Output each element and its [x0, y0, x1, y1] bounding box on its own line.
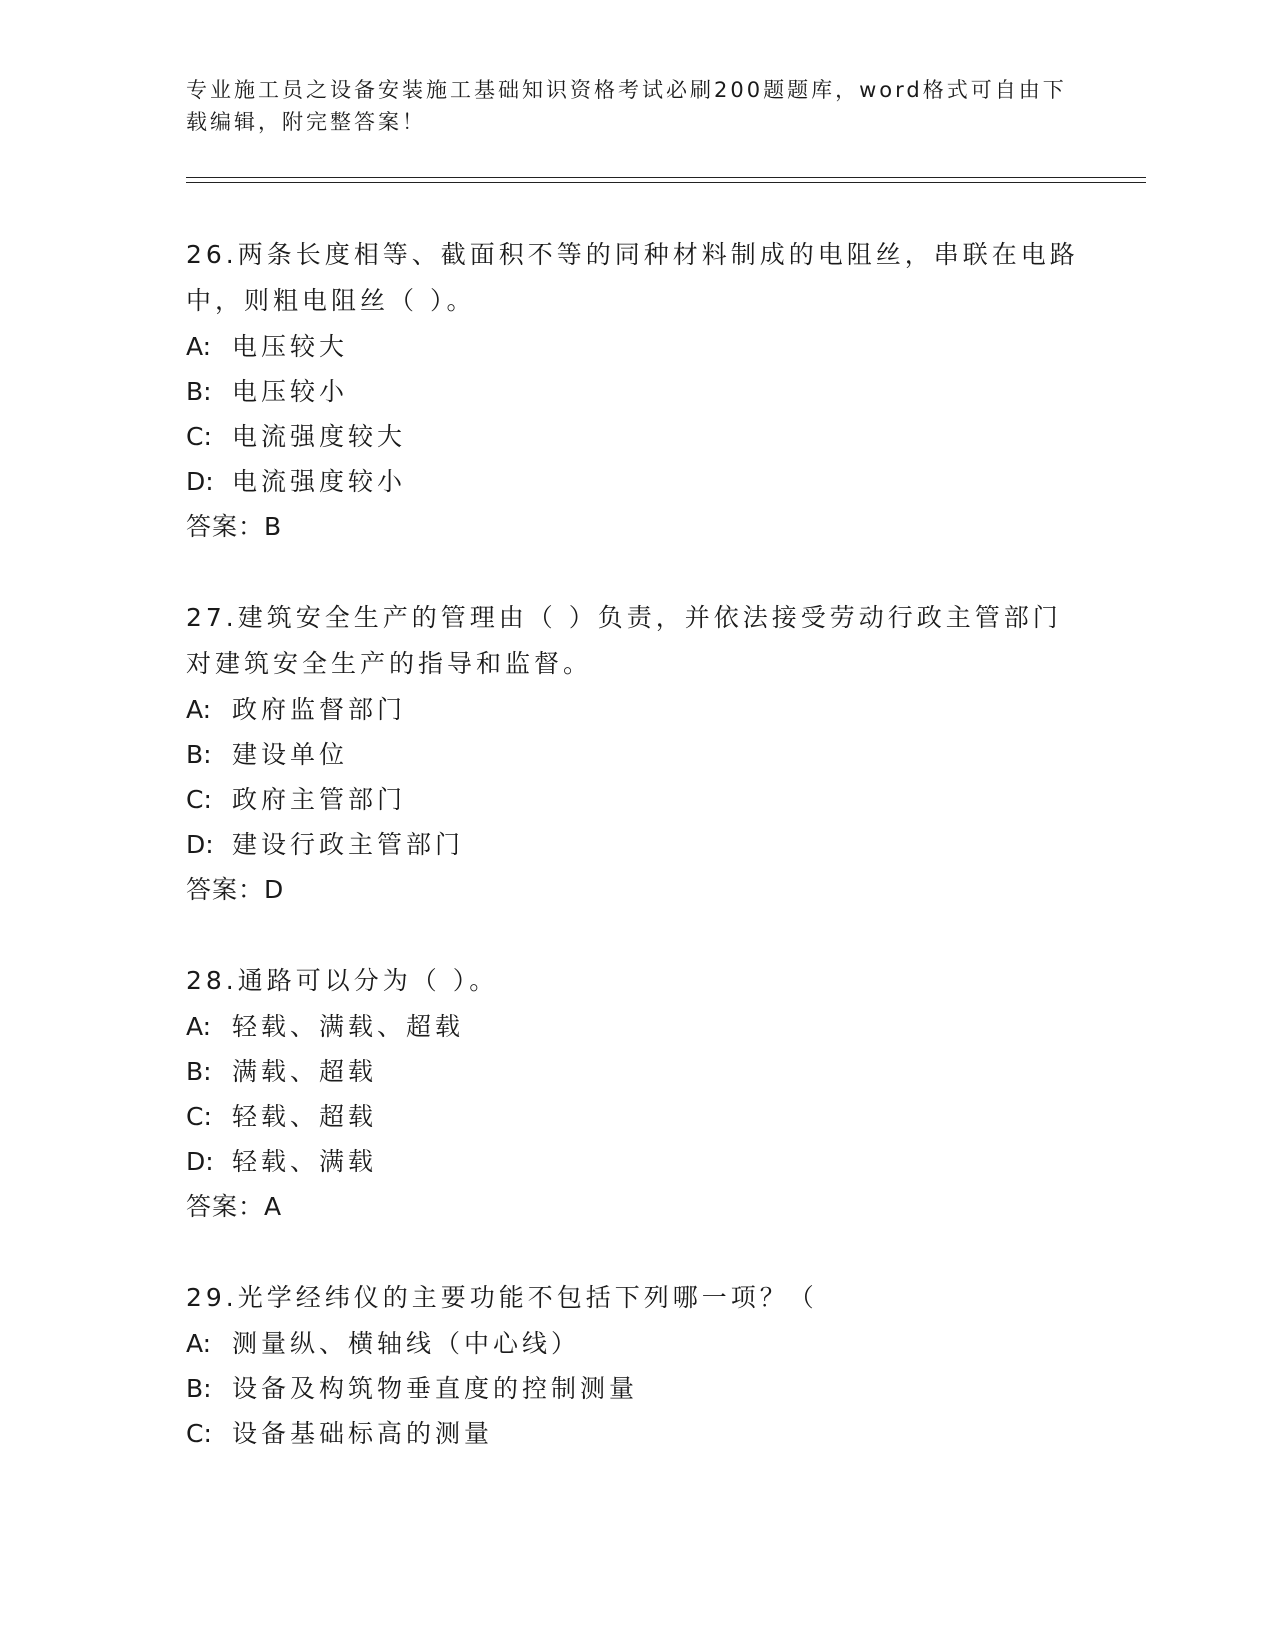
answer-label: 答案： — [186, 1192, 265, 1221]
question-27 — [186, 595, 1086, 912]
option-key: C: — [186, 1419, 212, 1448]
question-stem: 26.两条长度相等、截面积不等的同种材料制成的电阻丝，串联在电路中，则粗电阻丝（ ）。 — [186, 240, 1079, 315]
option-b — [186, 1049, 1086, 1094]
header-divider-top — [186, 177, 1146, 178]
question-stem: 27.建筑安全生产的管理由（ ）负责，并依法接受劳动行政主管部门对建筑安全生产的指导和监督。 — [186, 603, 1062, 678]
option-text: 建设行政主管部门 — [232, 830, 465, 859]
option-text: 轻载、超载 — [232, 1102, 378, 1131]
option-text: 轻载、满载 — [232, 1147, 378, 1176]
answer-value: B — [264, 512, 283, 541]
answer-line — [186, 504, 1086, 549]
option-c — [186, 1411, 1086, 1456]
option-d — [186, 459, 1086, 504]
option-text: 建设单位 — [232, 740, 349, 769]
option-text: 满载、超载 — [232, 1057, 378, 1086]
option-text: 设备基础标高的测量 — [232, 1419, 494, 1448]
option-a — [186, 1321, 1086, 1366]
option-key: D: — [186, 467, 214, 496]
question-26 — [186, 232, 1086, 549]
option-text: 政府主管部门 — [232, 785, 407, 814]
option-key: D: — [186, 1147, 214, 1176]
option-text: 设备及构筑物垂直度的控制测量 — [232, 1374, 639, 1403]
option-key: B: — [186, 740, 212, 769]
option-a — [186, 1004, 1086, 1049]
option-key: D: — [186, 830, 214, 859]
option-key: B: — [186, 1374, 212, 1403]
option-d — [186, 822, 1086, 867]
option-a — [186, 324, 1086, 369]
option-text: 轻载、满载、超载 — [232, 1012, 465, 1041]
answer-value: D — [264, 875, 285, 904]
answer-line — [186, 867, 1086, 912]
question-stem: 29.光学经纬仪的主要功能不包括下列哪一项？（ — [186, 1283, 818, 1312]
option-key: B: — [186, 1057, 212, 1086]
option-b — [186, 369, 1086, 414]
option-key: C: — [186, 1102, 212, 1131]
option-key: B: — [186, 377, 212, 406]
option-c — [186, 777, 1086, 822]
answer-line — [186, 1184, 1086, 1229]
document-header: 专业施工员之设备安装施工基础知识资格考试必刷200题题库，word格式可自由下载编辑，附完整答案！ — [186, 78, 1067, 134]
option-c — [186, 414, 1086, 459]
answer-label: 答案： — [186, 875, 265, 904]
option-text: 电压较大 — [232, 332, 349, 361]
option-text: 电压较小 — [232, 377, 349, 406]
question-list — [186, 232, 1086, 1502]
answer-value: A — [264, 1192, 283, 1221]
option-text: 电流强度较小 — [232, 467, 407, 496]
answer-label: 答案： — [186, 512, 265, 541]
question-28 — [186, 958, 1086, 1229]
option-b — [186, 1366, 1086, 1411]
option-c — [186, 1094, 1086, 1139]
option-text: 测量纵、横轴线（中心线） — [232, 1329, 581, 1358]
option-key: A: — [186, 332, 212, 361]
option-key: A: — [186, 1012, 212, 1041]
option-b — [186, 732, 1086, 777]
option-d — [186, 1139, 1086, 1184]
question-29 — [186, 1275, 1086, 1456]
option-key: A: — [186, 695, 212, 724]
question-stem: 28.通路可以分为（ ）。 — [186, 966, 499, 995]
option-a — [186, 687, 1086, 732]
option-key: A: — [186, 1329, 212, 1358]
header-divider-bottom — [186, 182, 1146, 183]
option-key: C: — [186, 422, 212, 451]
option-key: C: — [186, 785, 212, 814]
option-text: 政府监督部门 — [232, 695, 407, 724]
option-text: 电流强度较大 — [232, 422, 407, 451]
